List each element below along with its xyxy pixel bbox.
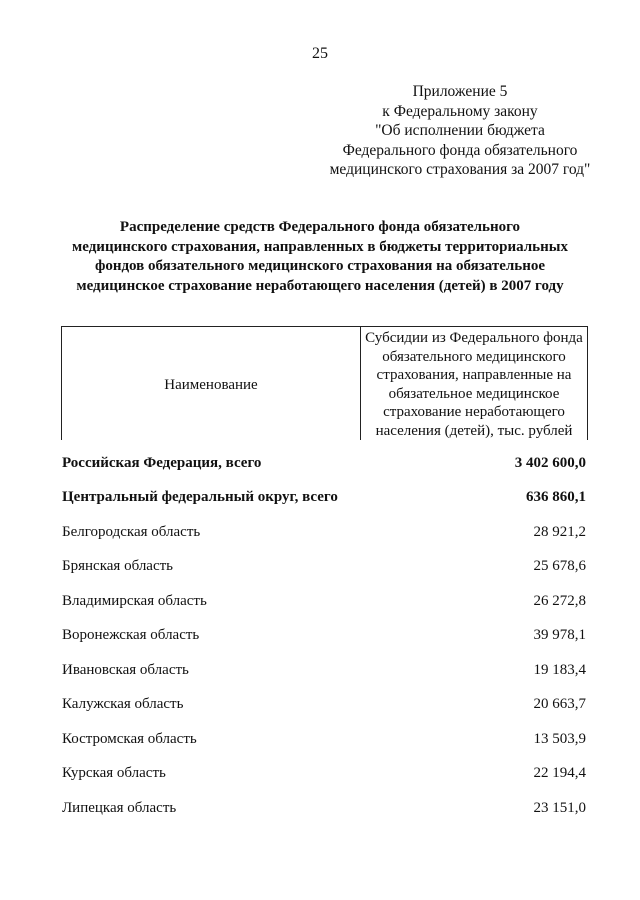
appendix-line: медицинского страхования за 2007 год" xyxy=(329,161,591,178)
row-name: Владимирская область xyxy=(62,592,207,609)
table-row xyxy=(62,584,586,619)
column-header-subsidy-line: страхование неработающего xyxy=(383,404,565,421)
row-value: 28 921,2 xyxy=(533,523,586,540)
column-header-name: Наименование xyxy=(62,327,361,440)
table-row xyxy=(62,550,586,585)
table-row xyxy=(62,688,586,723)
title-line: медицинского страхования, направленных в бюджеты территориальных xyxy=(72,238,568,255)
appendix-line: Приложение 5 xyxy=(412,83,508,100)
row-name: Ивановская область xyxy=(62,661,189,678)
row-value: 23 151,0 xyxy=(533,799,586,816)
row-value: 19 183,4 xyxy=(533,661,586,678)
row-value: 636 860,1 xyxy=(526,489,586,506)
column-header-subsidy-line: страхования, направленные на xyxy=(376,367,572,384)
row-value: 20 663,7 xyxy=(533,696,586,713)
row-name: Российская Федерация, всего xyxy=(62,454,262,471)
row-value: 3 402 600,0 xyxy=(514,454,586,471)
row-name: Калужская область xyxy=(62,696,184,713)
row-name: Белгородская область xyxy=(62,523,201,540)
column-header-subsidy-line: обязательное медицинское xyxy=(388,385,560,402)
column-header-subsidy-line: населения (детей), тыс. рублей xyxy=(375,422,573,439)
row-value: 13 503,9 xyxy=(533,730,586,747)
table-row xyxy=(62,446,586,481)
table-row xyxy=(62,653,586,688)
column-header-subsidy-line: обязательного медицинского xyxy=(382,348,566,365)
table-header xyxy=(61,326,588,440)
appendix-block xyxy=(310,82,610,180)
table-body xyxy=(62,446,586,826)
row-name: Центральный федеральный округ, всего xyxy=(62,489,338,506)
appendix-line: Федерального фонда обязательного xyxy=(342,141,578,159)
column-header-subsidy-line: Субсидии из Федерального фонда xyxy=(365,330,583,346)
table-row xyxy=(62,722,586,757)
document-title xyxy=(40,218,600,296)
page-number: 25 xyxy=(312,45,328,62)
row-name: Воронежская область xyxy=(62,627,200,644)
table-row xyxy=(62,791,586,826)
row-value: 26 272,8 xyxy=(533,592,586,609)
table-row xyxy=(62,481,586,516)
table-row xyxy=(62,619,586,654)
row-value: 22 194,4 xyxy=(533,765,586,782)
title-line: Распределение средств Федерального фонда обязательного xyxy=(119,219,521,235)
title-line: фондов обязательного медицинского страхования на обязательное xyxy=(94,258,546,274)
row-name: Брянская область xyxy=(62,558,174,575)
row-name: Курская область xyxy=(62,765,166,782)
appendix-line: "Об исполнении бюджета xyxy=(375,122,545,139)
row-name: Костромская область xyxy=(62,730,197,747)
table-row xyxy=(62,757,586,792)
title-line: медицинское страхование неработающего населения (детей) в 2007 году xyxy=(76,277,564,294)
appendix-line: к Федеральному закону xyxy=(382,102,538,120)
table-row xyxy=(62,515,586,550)
column-header-subsidy xyxy=(361,327,587,440)
row-value: 25 678,6 xyxy=(533,558,586,575)
row-name: Липецкая область xyxy=(62,799,177,816)
row-value: 39 978,1 xyxy=(533,627,586,644)
